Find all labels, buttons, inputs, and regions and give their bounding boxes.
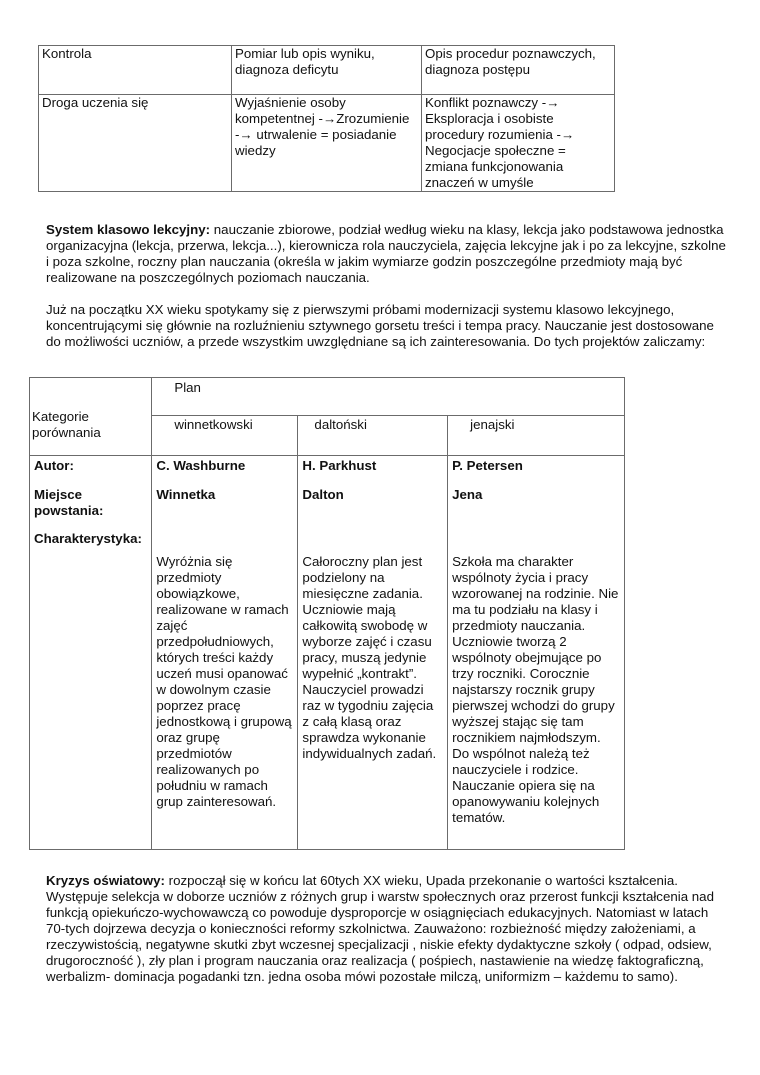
table-row — [39, 46, 615, 95]
category-header: Kategorie porównania — [30, 378, 152, 456]
plan-name-header: winnetkowski — [152, 416, 298, 456]
table-cell: Wyjaśnienie osoby kompetentnej -→Zrozumienie -→ utrwalenie = posiadanie wiedzy — [232, 95, 422, 192]
table-row — [30, 456, 625, 850]
table-cell: Opis procedur poznawczych, diagnoza postępu — [422, 46, 615, 95]
paragraph-term: Kryzys oświatowy: — [46, 873, 165, 888]
plan-name-header: jenajski — [448, 416, 625, 456]
paragraph-modernizacja: Już na początku XX wieku spotykamy się z pierwszymi próbami modernizacji systemu klasowo lekcyjnego, koncentrującymi się głównie na rozluźnieniu sztywnego gorsetu treści i tempa pracy. Nauczanie jest dostosowane do możliwości uczniów, a przede wszystkim uwzględniane są ich zainteresowania. Do tych projektów zaliczamy: — [46, 302, 714, 349]
comparison-table-top — [38, 45, 615, 192]
paragraph-system-klasowo-lekcyjny — [46, 222, 726, 286]
plan-cell-jenajski — [448, 456, 625, 850]
table-row — [39, 95, 615, 192]
plan-author: P. Petersen — [452, 458, 523, 473]
plan-name-header: daltoński — [298, 416, 448, 456]
plan-author: C. Washburne — [156, 458, 246, 473]
plan-cell-daltonski — [298, 456, 448, 850]
table-cell: Kontrola — [39, 46, 232, 95]
paragraph-text: rozpoczął się w końcu lat 60tych XX wieku, Upada przekonanie o wartości kształcenia. Występuje selekcja w doborze uczniów z różnych grup i warstw społecznych oraz przerost funkcji kształcenia nad funkcją opiekuńczo-wychowawczą co powoduje dysproporcje w osiągnięciach edukacyjnych. Natomiast w latach 70-tych dojrzewa decyzja o konieczności reformy szkolnictwa. Zauważono: rozbieżność między założeniami, a rzeczywistością, negatywne skutki zbyt wczesnej specjalizacji , niskie efekty dydaktyczne szkoły ( odpad, odsiew, drugoroczność ), zły plan i program nauczania oraz realizacja ( pośpiech, nastawienie na wiedzę faktograficzną, werbalizm- dominacja pogadanki tzn. jedna osoba mówi pozostałe milczą, uniformizm – każdemu to samo). — [46, 873, 714, 984]
plan-header: Plan — [152, 378, 625, 416]
row-label-characteristics: Charakterystyka: — [34, 531, 142, 546]
plan-cell-winnetkowski — [152, 456, 298, 850]
table-cell: Pomiar lub opis wyniku, diagnoza deficytu — [232, 46, 422, 95]
plan-description: Szkoła ma charakter wspólnoty życia i pracy wzorowanej na rodzinie. Nie ma tu podziału na klasy i przedmioty nauczania. Uczniowie tworzą 2 wspólnoty obejmujące po trzy roczniki. Corocznie najstarszy rocznik grupy pierwszej wchodzi do grupy wyższej stając się tam rocznikiem najmłodszym. Do wspólnot należą też nauczyciele i rodzice. Nauczanie opiera się na opanowywaniu kolejnych tematów. — [452, 554, 619, 825]
plan-place: Winnetka — [156, 487, 216, 502]
row-label-author: Autor: — [34, 458, 74, 473]
plan-description: Wyróżnia się przedmioty obowiązkowe, realizowane w ramach zajęć przedpołudniowych, których treści każdy uczeń musi opanować w dowolnym czasie poprzez pracę jednostkową i grupową oraz grupę przedmiotów realizowanych po południu w ramach grup zainteresowań. — [156, 554, 292, 809]
row-label-place: Miejsce powstania: — [34, 487, 104, 518]
plan-description: Całoroczny plan jest podzielony na miesięczne zadania. Uczniowie mają całkowitą swobodę w wyborze zajęć i czasu pracy, muszą jedynie wypełnić „kontrakt”. Nauczyciel prowadzi raz w tygodniu zajęcia z całą klasą oraz sprawdza wykonanie indywidualnych zadań. — [302, 554, 437, 761]
plan-place: Jena — [452, 487, 483, 502]
table-cell: Konflikt poznawczy -→ Eksploracja i osobiste procedury rozumienia -→ Negocjacje społeczne = zmiana funkcjonowania znaczeń w umyśle — [422, 95, 615, 192]
paragraph-text: nauczanie zbiorowe, podział według wieku na klasy, lekcja jako podstawowa jednostka organizacyjna (lekcja, przerwa, lekcja...), kierownicza rola nauczyciela, zajęcia lekcyjne jak i po za lekcyjne, szkolne i poza szkolne, roczny plan nauczania (określa w jakim wymiarze godzin poszczególne przedmioty mają być realizowane na poszczególnych poziomach nauczania. — [46, 222, 726, 285]
paragraph-term: System klasowo lekcyjny: — [46, 222, 211, 237]
row-labels-cell — [30, 456, 152, 850]
table-header-row — [30, 378, 625, 416]
table-cell: Droga uczenia się — [39, 95, 232, 192]
plan-place: Dalton — [302, 487, 344, 502]
paragraph-kryzys-oswiatowy — [46, 873, 726, 985]
plans-comparison-table — [29, 377, 625, 850]
plan-author: H. Parkhust — [302, 458, 377, 473]
